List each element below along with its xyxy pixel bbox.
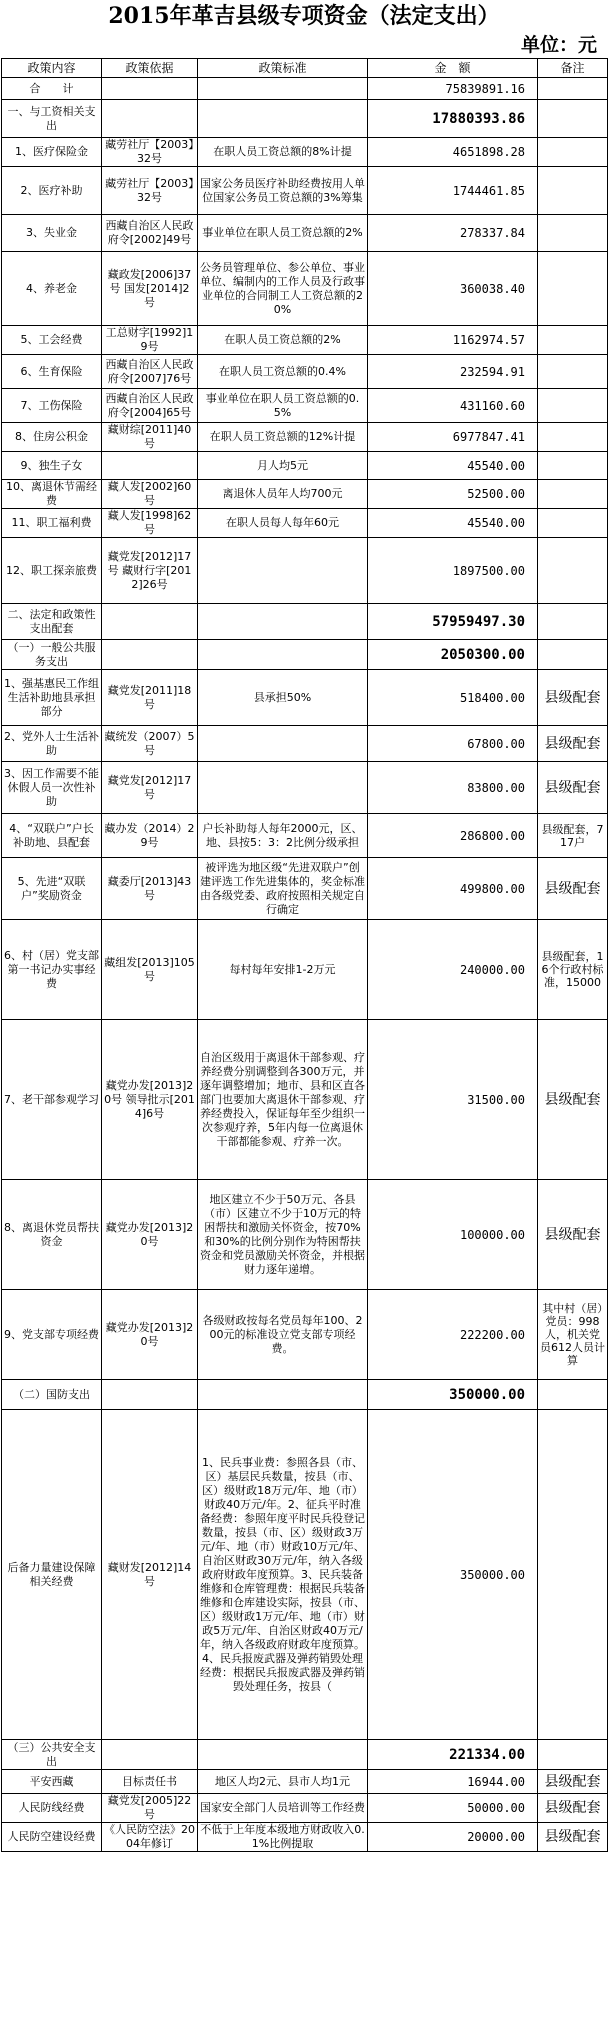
cell-c3: 在职人员工资总额的0.4% [198,355,368,389]
cell-c1: 3、因工作需要不能休假人员一次性补助 [2,762,102,814]
cell-c4: 83800.00 [368,762,538,814]
cell-c2: 藏统发（2007）5号 [102,726,198,762]
cell-c5: 县级配套 [538,1020,608,1180]
cell-c4: 350000.00 [368,1410,538,1740]
cell-c5 [538,252,608,326]
cell-c5: 县级配套 [538,726,608,762]
cell-c2: 藏财综[2011]40号 [102,423,198,452]
cell-c1: 6、村（居）党支部第一书记办实事经费 [2,920,102,1020]
cell-c2 [102,1740,198,1770]
cell-c5 [538,480,608,509]
table-row [2,762,608,814]
cell-c5: 县级配套，717户 [538,814,608,858]
cell-c3: 各级财政按每名党员每年100、200元的标准设立党支部专项经费。 [198,1290,368,1380]
cell-c5 [538,389,608,423]
cell-c1: 8、离退休党员帮扶资金 [2,1180,102,1290]
cell-c3: 离退休人员年人均700元 [198,480,368,509]
column-header: 金 额 [368,59,538,78]
cell-c4: 31500.00 [368,1020,538,1180]
table-row [2,538,608,604]
cell-c4: 45540.00 [368,452,538,480]
column-header: 政策标准 [198,59,368,78]
cell-c4: 221334.00 [368,1740,538,1770]
table-row [2,1770,608,1794]
cell-c1: （二）国防支出 [2,1380,102,1410]
table-row [2,100,608,138]
cell-c5: 县级配套 [538,1180,608,1290]
cell-c5 [538,78,608,100]
cell-c5 [538,355,608,389]
cell-c3: 被评选为地区级“先进双联户”创建评选工作先进集体的，奖金标准由各级党委、政府按照相关规定自行确定 [198,858,368,920]
cell-c4: 75839891.16 [368,78,538,100]
cell-c1: 4、“双联户”户长补助地、县配套 [2,814,102,858]
cell-c1: 后备力量建设保障相关经费 [2,1410,102,1740]
table-row [2,1410,608,1740]
cell-c1: 4、养老金 [2,252,102,326]
cell-c5 [538,640,608,670]
table-row [2,452,608,480]
cell-c2: 西藏自治区人民政府令[2007]76号 [102,355,198,389]
table-row [2,1180,608,1290]
column-header: 政策内容 [2,59,102,78]
cell-c5: 县级配套 [538,858,608,920]
cell-c2: 藏委厅[2013]43号 [102,858,198,920]
cell-c5: 县级配套，16个行政村标准，15000 [538,920,608,1020]
cell-c5 [538,509,608,538]
table-row [2,78,608,100]
cell-c5 [538,538,608,604]
table-row [2,355,608,389]
cell-c1: 一、与工资相关支出 [2,100,102,138]
cell-c3: 公务员管理单位、参公单位、事业单位、编制内的工作人员及行政事业单位的合同制工人工资总额的20% [198,252,368,326]
cell-c2: 西藏自治区人民政府令[2004]65号 [102,389,198,423]
funding-table [1,58,608,1852]
cell-c4: 1897500.00 [368,538,538,604]
cell-c5: 县级配套 [538,1823,608,1852]
table-row [2,1290,608,1380]
column-header: 备注 [538,59,608,78]
cell-c2: 藏党办发[2013]20号 [102,1290,198,1380]
cell-c3: 在职人员工资总额的8%计提 [198,138,368,167]
cell-c5 [538,1380,608,1410]
cell-c1: 7、工伤保险 [2,389,102,423]
cell-c4: 360038.40 [368,252,538,326]
cell-c2 [102,78,198,100]
cell-c2: 《人民防空法》2004年修订 [102,1823,198,1852]
cell-c2: 藏党发[2012]17号 [102,762,198,814]
cell-c3: 不低于上年度本级地方财政收入0.1%比例提取 [198,1823,368,1852]
cell-c4: 222200.00 [368,1290,538,1380]
cell-c2: 藏财发[2012]14号 [102,1410,198,1740]
table-row [2,138,608,167]
cell-c5: 县级配套 [538,762,608,814]
cell-c2: 西藏自治区人民政府令[2002]49号 [102,215,198,252]
cell-c3: 地区人均2元、县市人均1元 [198,1770,368,1794]
cell-c5 [538,452,608,480]
cell-c2: 藏党发[2011]18号 [102,670,198,726]
cell-c3: 每村每年安排1-2万元 [198,920,368,1020]
table-row [2,389,608,423]
cell-c3: 地区建立不少于50万元、各县（市）区建立不少于10万元的特困帮扶和激励关怀资金，按70%和30%的比例分别作为特困帮扶资金和党员激励关怀资金，并根据财力逐年递增。 [198,1180,368,1290]
cell-c2 [102,452,198,480]
cell-c1: 二、法定和政策性支出配套 [2,604,102,640]
table-row [2,670,608,726]
cell-c1: 7、老干部参观学习 [2,1020,102,1180]
cell-c4: 1162974.57 [368,326,538,355]
cell-c1: 5、工会经费 [2,326,102,355]
cell-c4: 286800.00 [368,814,538,858]
cell-c2: 藏党办发[2013]20号 [102,1180,198,1290]
cell-c3 [198,640,368,670]
cell-c1: 1、医疗保险金 [2,138,102,167]
table-row [2,1740,608,1770]
cell-c3 [198,726,368,762]
cell-c4: 278337.84 [368,215,538,252]
cell-c4: 240000.00 [368,920,538,1020]
cell-c1: 8、住房公积金 [2,423,102,452]
cell-c5 [538,167,608,215]
cell-c4: 518400.00 [368,670,538,726]
cell-c4: 431160.60 [368,389,538,423]
table-row [2,920,608,1020]
cell-c5: 其中村（居）党员：998人，机关党员612人员计算 [538,1290,608,1380]
table-row [2,814,608,858]
cell-c4: 17880393.86 [368,100,538,138]
table-row [2,1794,608,1823]
cell-c3 [198,100,368,138]
cell-c1: 平安西藏 [2,1770,102,1794]
cell-c5: 县级配套 [538,1770,608,1794]
cell-c3: 县承担50% [198,670,368,726]
table-row [2,1823,608,1852]
cell-c4: 1744461.85 [368,167,538,215]
cell-c1: 12、职工探亲旅费 [2,538,102,604]
cell-c3: 事业单位在职人员工资总额的0.5% [198,389,368,423]
table-row [2,509,608,538]
cell-c1: 1、强基惠民工作组生活补助地县承担部分 [2,670,102,726]
cell-c4: 50000.00 [368,1794,538,1823]
cell-c4: 20000.00 [368,1823,538,1852]
cell-c1: 6、生育保险 [2,355,102,389]
cell-c4: 232594.91 [368,355,538,389]
cell-c5 [538,423,608,452]
cell-c4: 100000.00 [368,1180,538,1290]
table-row [2,726,608,762]
cell-c2: 藏党办发[2013]20号 领导批示[2014]6号 [102,1020,198,1180]
table-row [2,640,608,670]
cell-c3: 在职人员工资总额的2% [198,326,368,355]
table-row [2,326,608,355]
cell-c2: 藏劳社厅【2003】32号 [102,167,198,215]
cell-c4: 2050300.00 [368,640,538,670]
cell-c2: 藏人发[2002]60号 [102,480,198,509]
cell-c3 [198,1740,368,1770]
cell-c4: 16944.00 [368,1770,538,1794]
cell-c1: 人民防线经费 [2,1794,102,1823]
cell-c2: 藏党发[2012]17号 藏财行字[2012]26号 [102,538,198,604]
cell-c1: （一）一般公共服务支出 [2,640,102,670]
cell-c4: 52500.00 [368,480,538,509]
cell-c1: （三）公共安全支出 [2,1740,102,1770]
column-header: 政策依据 [102,59,198,78]
cell-c1: 9、独生子女 [2,452,102,480]
cell-c3 [198,78,368,100]
cell-c3: 国家公务员医疗补助经费按用人单位国家公务员工资总额的3%筹集 [198,167,368,215]
cell-c1: 5、先进“双联户”奖励资金 [2,858,102,920]
cell-c2: 藏劳社厅【2003】32号 [102,138,198,167]
cell-c4: 350000.00 [368,1380,538,1410]
cell-c2: 藏政发[2006]37号 国发[2014]2号 [102,252,198,326]
cell-c3 [198,762,368,814]
cell-c2: 藏人发[1998]62号 [102,509,198,538]
cell-c2 [102,100,198,138]
cell-c5 [538,215,608,252]
cell-c3 [198,604,368,640]
cell-c1: 合 计 [2,78,102,100]
table-row [2,604,608,640]
cell-c2 [102,604,198,640]
cell-c5 [538,604,608,640]
cell-c4: 67800.00 [368,726,538,762]
cell-c3: 事业单位在职人员工资总额的2% [198,215,368,252]
cell-c5: 县级配套 [538,1794,608,1823]
cell-c5 [538,326,608,355]
cell-c5 [538,138,608,167]
table-row [2,858,608,920]
cell-c3: 1、民兵事业费：参照各县（市、区）基层民兵数量，按县（市、区）级财政18万元/年、地（市）财政40万元/年。2、征兵平时准备经费：参照年度平时民兵役登记数量，按县（市、区）级财政3万元/年、地（市）财政10万元/年、自治区财政30万元/年，纳入各级政府财政年度预算。3、民兵装备维修和仓库管理费：根据民兵装备维修和仓库建设实际，按县（市、区）级财政1万元/年、地（市）财政5万元/年、自治区财政40万元/年，纳入各级政府财政年度预算。4、民兵报废武器及弹药销毁处理经费：根据民兵报废武器及弹药销毁处理任务，按县（ [198,1410,368,1740]
cell-c5 [538,100,608,138]
unit-label: 单位：元 [520,34,597,56]
cell-c2: 藏党发[2005]22号 [102,1794,198,1823]
header-row [2,59,608,78]
table-row [2,1020,608,1180]
cell-c4: 4651898.28 [368,138,538,167]
cell-c3: 国家安全部门人员培训等工作经费 [198,1794,368,1823]
table-row [2,252,608,326]
cell-c1: 9、党支部专项经费 [2,1290,102,1380]
cell-c3: 月人均5元 [198,452,368,480]
cell-c1: 11、职工福利费 [2,509,102,538]
cell-c1: 2、医疗补助 [2,167,102,215]
table-row [2,480,608,509]
cell-c4: 499800.00 [368,858,538,920]
cell-c3 [198,538,368,604]
table-row [2,167,608,215]
cell-c3: 自治区级用于离退休干部参观、疗养经费分别调整到各300万元，并逐年调整增加；地市、县和区直各部门也要加大离退休干部参观、疗养经费投入，保证每年至少组织一次参观疗养，5年内每一位离退休干部都能参观、疗养一次。 [198,1020,368,1180]
cell-c2: 目标责任书 [102,1770,198,1794]
cell-c5 [538,1410,608,1740]
cell-c1: 3、失业金 [2,215,102,252]
cell-c2: 藏组发[2013]105号 [102,920,198,1020]
spreadsheet [1,0,607,1852]
cell-c3: 户长补助每人每年2000元，区、地、县按5：3：2比例分级承担 [198,814,368,858]
cell-c4: 45540.00 [368,509,538,538]
cell-c5: 县级配套 [538,670,608,726]
table-row [2,423,608,452]
cell-c2 [102,1380,198,1410]
cell-c2: 工总财字[1992]19号 [102,326,198,355]
cell-c3: 在职人员工资总额的12%计提 [198,423,368,452]
cell-c2: 藏办发（2014）29号 [102,814,198,858]
table-row [2,215,608,252]
cell-c1: 2、党外人士生活补助 [2,726,102,762]
cell-c4: 6977847.41 [368,423,538,452]
cell-c4: 57959497.30 [368,604,538,640]
cell-c1: 人民防空建设经费 [2,1823,102,1852]
cell-c1: 10、离退休节需经费 [2,480,102,509]
table-row [2,1380,608,1410]
cell-c3 [198,1380,368,1410]
cell-c5 [538,1740,608,1770]
cell-c3: 在职人员每人每年60元 [198,509,368,538]
cell-c2 [102,640,198,670]
sheet-title: 2015年革吉县级专项资金（法定支出） [108,3,500,29]
